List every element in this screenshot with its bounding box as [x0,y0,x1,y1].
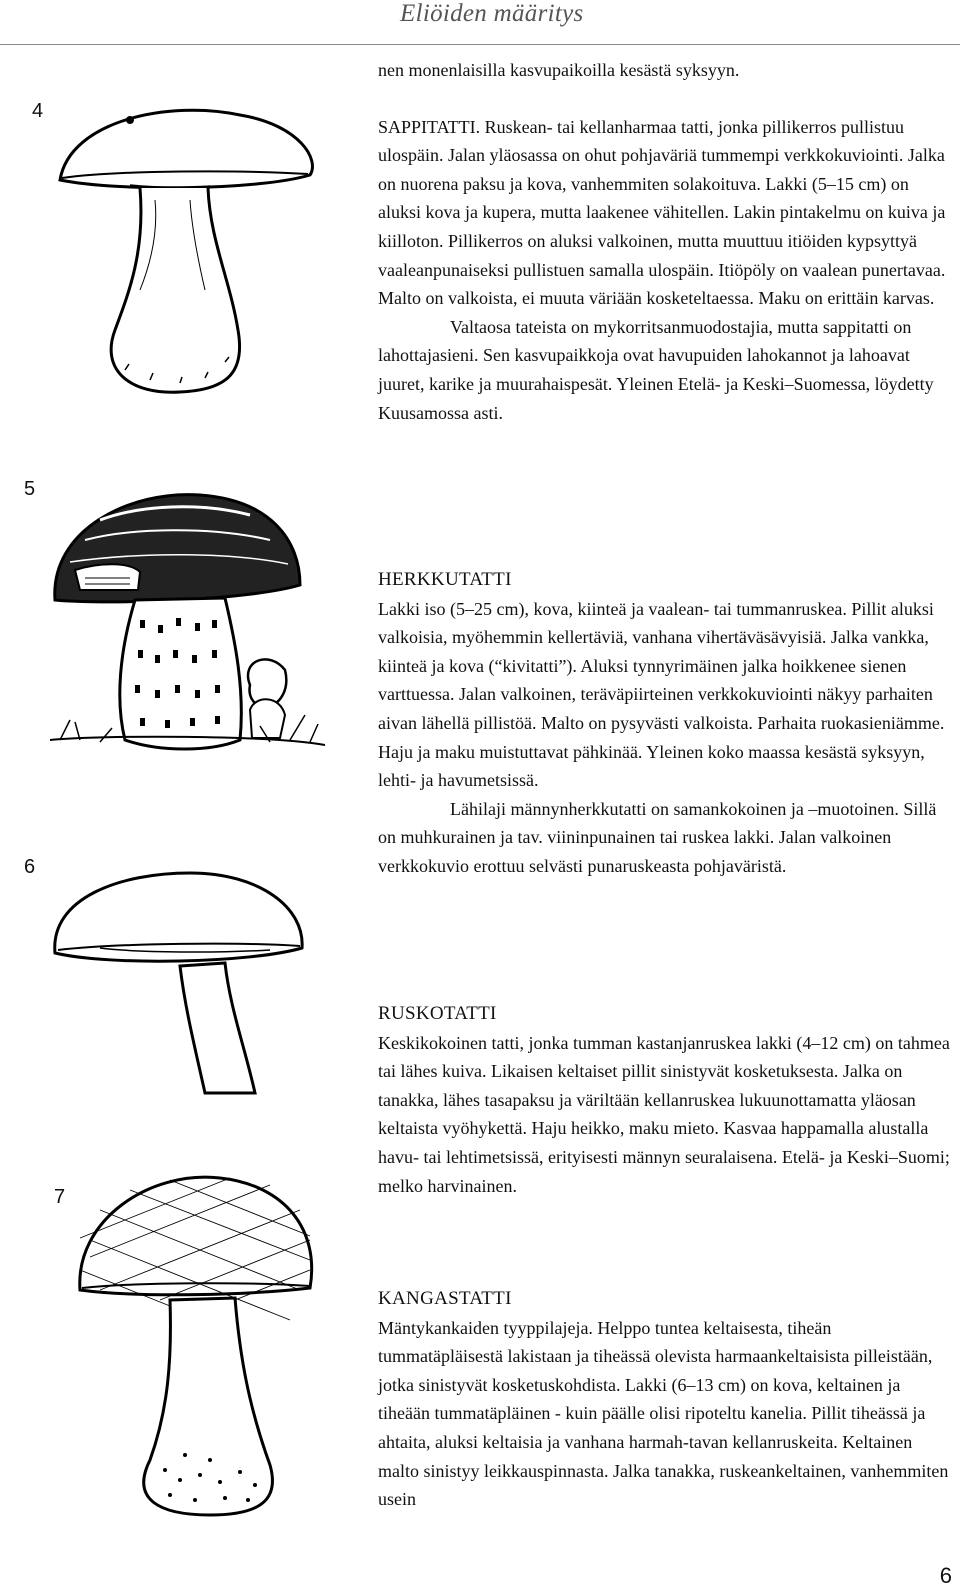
kangastatti-heading: KANGASTATTI [378,1288,512,1309]
running-header: Eliöiden määritys [400,0,584,27]
herkkutatti-heading: HERKKUTATTI [378,569,512,590]
herkkutatti-section [378,566,953,881]
figure-number-6: 6 [24,856,36,878]
herkkutatti-description: Lakki iso (5–25 cm), kova, kiinteä ja vaalean- tai tummanruskea. Pillit aluksi valkoisia, myöhemmin kellertäviä, vanhana vihertäväsävyisiä. Jalka vankka, kiinteä ja kova (“kivitatti”). Aluksi tynnyrimäinen jalka hoikkenee sienen varttuessa. Jalan valkoinen, teräväpiirteinen verkkokuviointi näkyy parhaiten aivan lähellä pillistöä. Malto on pysyvästi valkoista. Parhaita ruokasieniämme. Haju ja maku muistuttavat pähkinää. Yleinen koko maassa kesästä syksyyn, lehti- ja havumetsissä. [378,598,945,791]
herkkutatti-related-species: Lähilaji männynherkkutatti on samankokoinen ja –muotoinen. Sillä on muhkurainen ja tav. viininpunainen tai ruskea lakki. Jalan valkoinen verkkokuvio erottuu selvästi punaruskeasta pohjaväristä. [378,798,937,876]
mushroom-kangastatti-icon [70,1170,330,1520]
mushroom-herkkutatti-icon [40,490,330,780]
figure-number-7: 7 [54,1186,66,1208]
ruskotatti-description: Keskikokoinen tatti, jonka tumman kastanjanruskea lakki (4–12 cm) on tahmea tai lähes kuiva. Likaisen keltaiset pillit sinistyvät kosketuksesta. Jalka on tanakka, lähes tasapaksu ja väriltään kellanruskea lukuunottamatta yläosan keltaista vyöhykettä. Haju heikko, maku mieto. Kasvaa happamalla alustalla havu- tai lehtimetsissä, erityisesti männyn seuralaisena. Etelä- ja Keski–Suomi; melko harvinainen. [378,1032,950,1196]
kangastatti-description: Mäntykankaiden tyyppilajeja. Helppo tuntea keltaisesta, tiheän tummatäpläisestä lakistaan ja tiheässä olevista harmaankeltaisista pilleistään, jotka sinistyvät kosketuskohdista. Lakki (6–13 cm) on kova, keltainen ja tiheään tummatäpläinen - kuin päälle olisi ripoteltu kanelia. Pillit tiheässä ja ahtaita, aluksi keltaisia ja vanhana harmah-tavan kellanruskeita. Keltainen malto sinistyy leikkauspinnasta. Jalka tanakka, ruskeankeltainen, vanhemmiten usein [378,1317,949,1510]
sappitatti-paragraph [378,113,953,313]
sappitatti-description: Ruskean- tai kellanharmaa tatti, jonka pillikerros pullistuu ulospäin. Jalan yläosassa on ohut pohjaväriä tummempi verkkokuviointi. Jalka on nuorena paksu ja kova, vanhemmiten solakoituva. Lakki (5–15 cm) on aluksi kova ja kupera, mutta laakenee vähitellen. Lakin pintakelmu on kuiva ja kiilloton. Pillikerros on aluksi valkoinen, mutta muuttuu itiöiden kypsyttyä vaaleanpunaiseksi pullistuen samalla ulospäin. Itiöpöly on vaalean punertavaa. Malto on valkoista, ei muuta väriään kosketeltaessa. Maku on erittäin karvas. [378,116,946,309]
page-number: 6 [939,1563,952,1588]
sappitatti-section [378,56,953,427]
intro-line: nen monenlaisilla kasvupaikoilla kesästä syksyyn. [378,60,740,80]
sappitatti-heading: SAPPITATTI. [378,116,481,137]
ruskotatti-section [378,1000,953,1200]
ruskotatti-heading: RUSKOTATTI [378,1003,497,1024]
figure-number-5: 5 [24,478,36,500]
header-divider [0,44,960,45]
figure-number-4: 4 [32,100,44,122]
mushroom-sappitatti-icon [40,100,320,400]
kangastatti-section [378,1285,953,1514]
mushroom-ruskotatti-icon [40,858,320,1108]
sappitatti-ecology: Valtaosa tateista on mykorritsanmuodostajia, mutta sappitatti on lahottajasieni. Sen kasvupaikkoja ovat havupuiden lahokannot ja lahoavat juuret, karike ja muurahaispesät. Yleinen Etelä- ja Keski–Suomessa, löydetty Kuusamossa asti. [378,316,934,423]
